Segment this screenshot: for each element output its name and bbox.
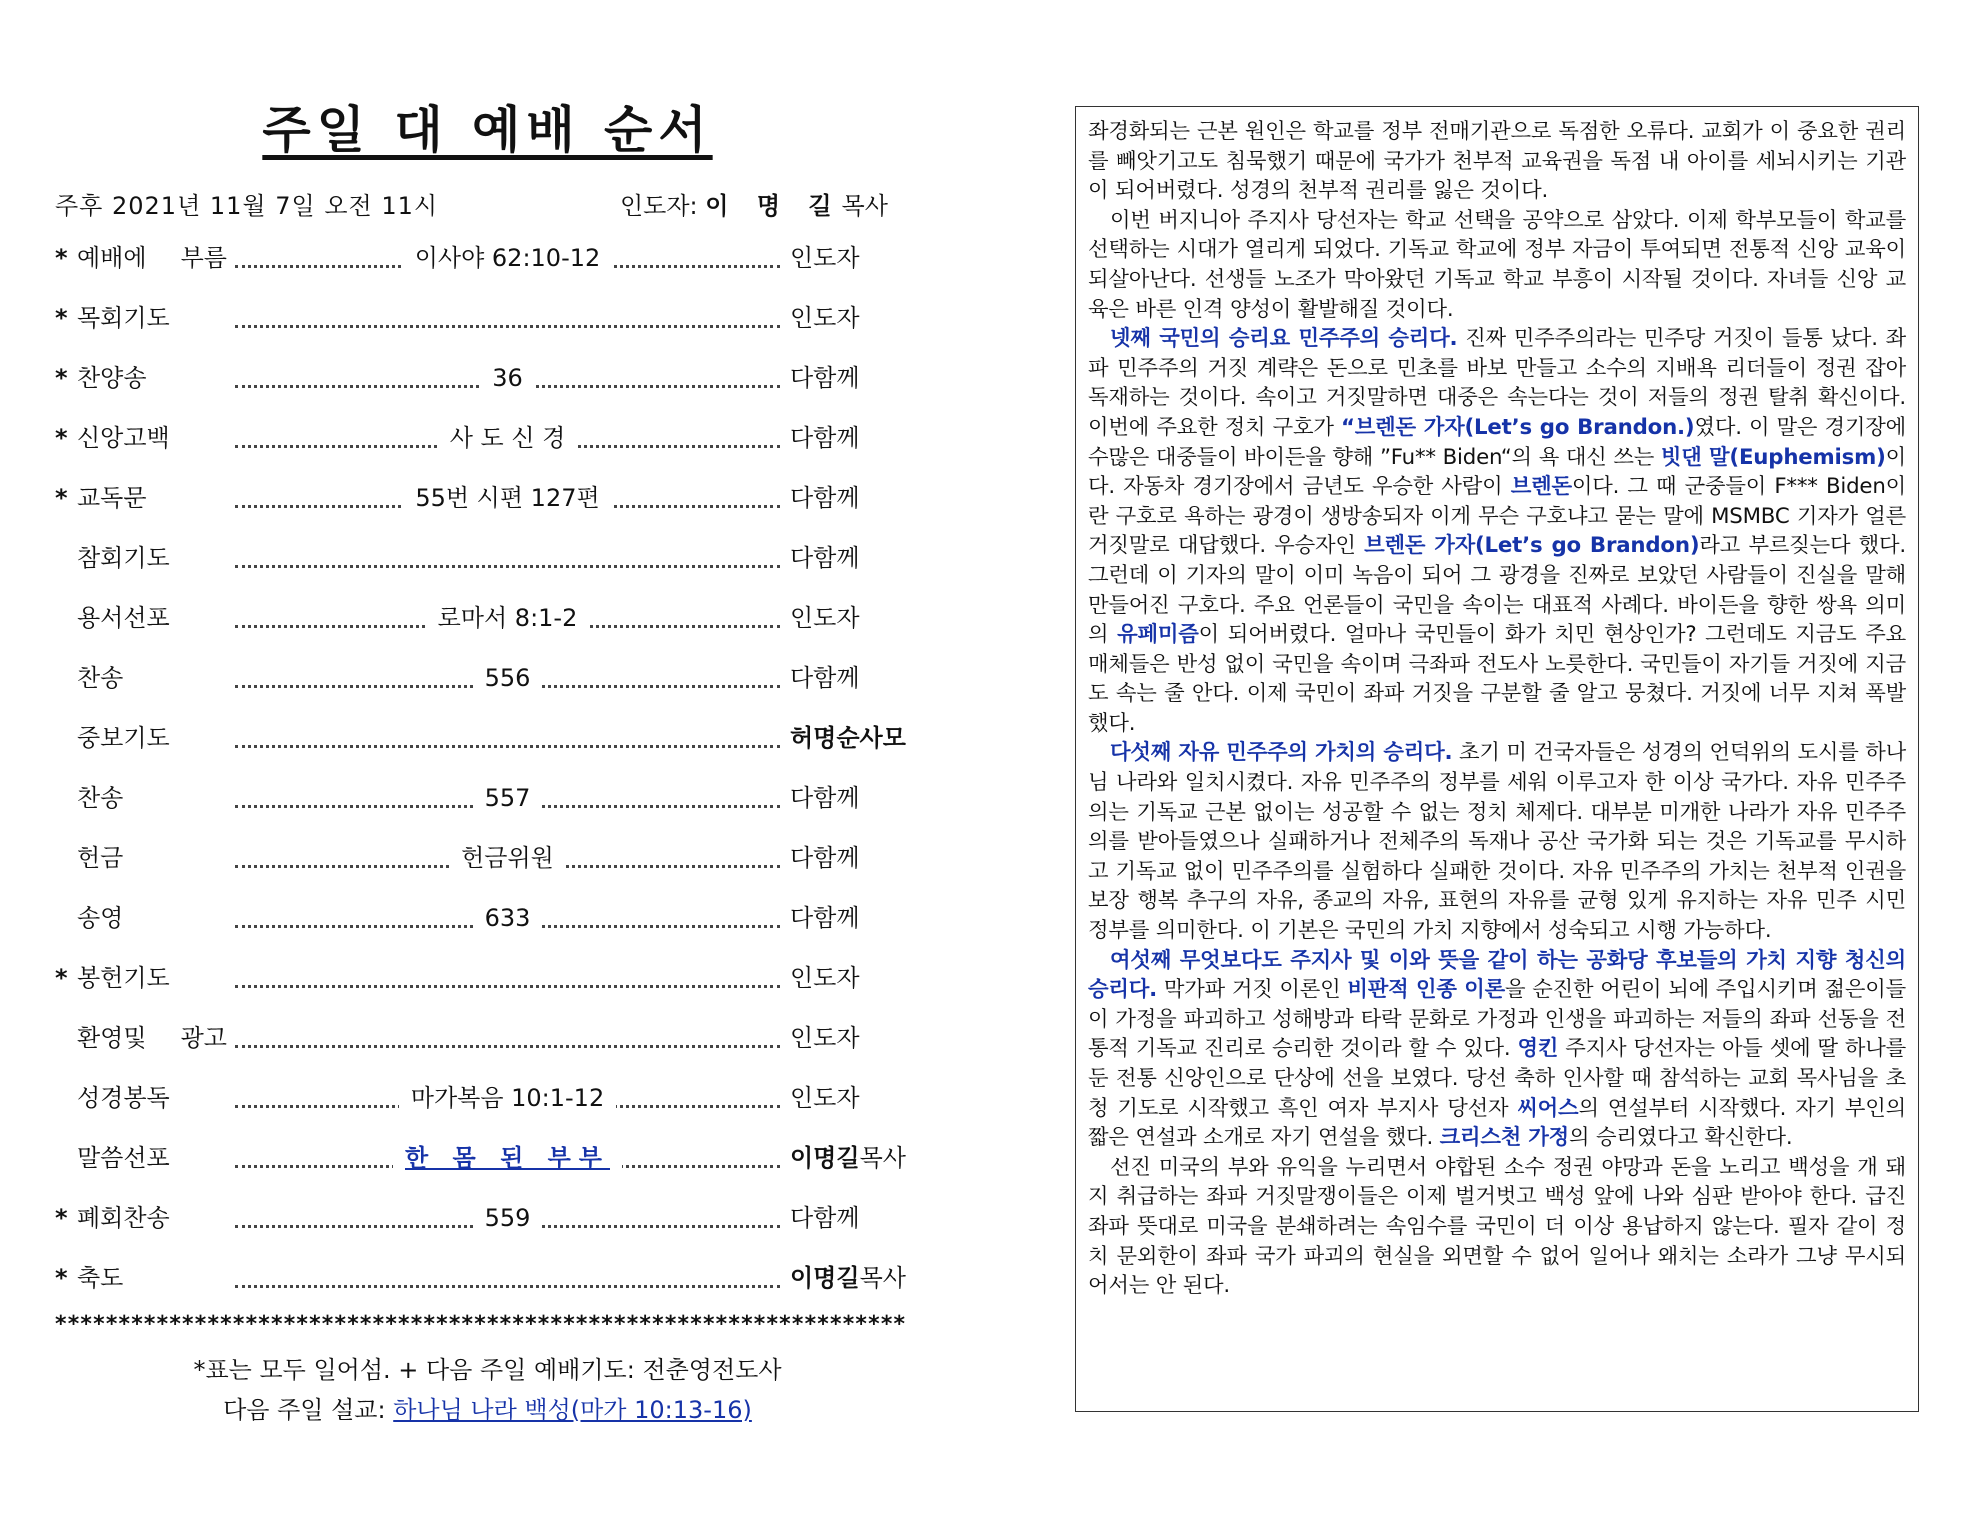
order-item (55, 538, 920, 578)
standing-marker: * (55, 484, 68, 512)
order-item-detail: 로마서 8:1-2 (426, 604, 590, 632)
order-item-person: 다함께 (790, 664, 860, 692)
article-paragraph: 이번 버지니아 주지사 당선자는 학교 선택을 공약으로 삼았다. 이제 학부모들이 학교를 선택하는 시대가 열리게 되었다. 기독교 학교에 정부 자금이 투여되면 전통적 신앙 교육이 되살아난다. 선생들 노조가 막아왔던 기독교 학교 부흥이 시작될 것이다. 자녀들 신앙 교육은 바른 인격 양성이 활발해질 것이다. (1088, 207, 1906, 322)
order-item-label: 헌금 (77, 844, 124, 872)
order-item-person: 인도자 (790, 1024, 860, 1052)
order-item (55, 718, 920, 758)
order-item (55, 238, 920, 278)
standing-marker: * (55, 1204, 68, 1232)
article-paragraph: 선진 미국의 부와 유익을 누리면서 야합된 소수 정권 야망과 돈을 노리고 백성을 개 돼지 취급하는 좌파 거짓말쟁이들은 이제 벌거벗고 백성 앞에 나와 심판 받아야 한다. 급진 좌파 뜻대로 미국을 분쇄하려는 속임수를 국민이 더 이상 용납하지 않는다. 필자 같이 정치 문외한이 좌파 국가 파괴의 현실을 외면할 수 없어 일어나 왜치는 소라가 그냥 무시되어서는 안 된다. (1088, 1154, 1906, 1299)
standing-marker: * (55, 964, 68, 992)
dot-leader (235, 358, 780, 398)
order-item-person: 다함께 (790, 904, 860, 932)
article-paragraph: 여섯째 무엇보다도 주지사 및 이와 뜻을 같이 하는 공화당 후보들의 가치 지향 청신의 승리다. 막가파 거짓 이론인 비판적 인종 이론을 순진한 어린이 뇌에 주입시키며 젊은이들이 가정을 파괴하고 성해방과 타락 문화로 가정과 인생을 파괴하는 저들의 좌파 선동을 전통적 기독교 진리로 승리한 것이라 할 수 있다. 영킨 주지사 당선자는 아들 셋에 딸 하나를 둔 전통 신앙인으로 단상에 선을 보였다. 당선 축하 인사할 때 참석하는 교회 목사님을 초청 기도로 시작했고 흑인 여자 부지사 당선자 씨어스의 연설부터 시작했다. 자기 부인의 짧은 연설과 소개로 자기 연설을 했다. 크리스천 가정의 승리였다고 확신한다. (1088, 947, 1907, 1151)
footer-note: *표는 모두 일어섬. + 다음 주일 예배기도: 전춘영전도사 (193, 1356, 782, 1384)
order-item-detail: 헌금위원 (449, 844, 566, 872)
order-item-label: 송영 (77, 904, 124, 932)
order-item (55, 598, 920, 638)
divider-stars: ******************************************************************* (55, 1312, 907, 1337)
order-item-label: 목회기도 (77, 304, 170, 332)
order-item (55, 358, 920, 398)
order-item-label: 폐회찬송 (77, 1204, 170, 1232)
order-item (55, 418, 920, 458)
dot-leader (235, 1078, 780, 1118)
dot-leader (235, 538, 780, 578)
order-item-label: 찬송 (77, 664, 124, 692)
order-item-label: 찬송 (77, 784, 124, 812)
dot-leader (235, 418, 780, 458)
section-heading: 다섯째 자유 민주주의 가치의 승리다. (1110, 740, 1453, 766)
order-item-person: 이명길목사 (790, 1264, 906, 1292)
next-sermon-line: 다음 주일 설교: 하나님 나라 백성(마가 10:13-16) (223, 1396, 752, 1424)
order-item-detail: 사 도 신 경 (438, 424, 578, 452)
section-heading: 넷째 국민의 승리요 민주주의 승리다. (1110, 326, 1458, 352)
order-item-label: 용서선포 (77, 604, 170, 632)
order-item-detail: 이사야 62:10-12 (403, 244, 613, 272)
order-item (55, 1078, 920, 1118)
order-item-person: 다함께 (790, 1204, 860, 1232)
order-item-detail: 55번 시편 127편 (403, 484, 611, 512)
dot-leader (235, 958, 780, 998)
order-item (55, 478, 920, 518)
service-date: 주후 2021년 11월 7일 오전 11시 (55, 192, 439, 220)
order-item (55, 1198, 920, 1238)
dot-leader (235, 1138, 780, 1178)
leader-name: 이 명 길 (705, 192, 842, 220)
order-item (55, 298, 920, 338)
dot-leader (235, 238, 780, 278)
page-title: 주일 대 예배 순서 (262, 100, 713, 159)
order-item (55, 1258, 920, 1298)
article-box (1075, 106, 1919, 1412)
order-item-person: 인도자 (790, 1084, 860, 1112)
dot-leader (235, 838, 780, 878)
order-item-person: 인도자 (790, 304, 860, 332)
order-item-person: 다함께 (790, 424, 860, 452)
dot-leader (235, 778, 780, 818)
order-item-label: 성경봉독 (77, 1084, 170, 1112)
standing-marker: * (55, 424, 68, 452)
order-item (55, 838, 920, 878)
standing-marker: * (55, 304, 68, 332)
dot-leader (235, 1198, 780, 1238)
order-item-label: 중보기도 (77, 724, 170, 752)
order-item-label: 봉헌기도 (77, 964, 170, 992)
order-item-person: 인도자 (790, 244, 860, 272)
order-item-person: 다함께 (790, 364, 860, 392)
article-paragraph: 다섯째 자유 민주주의 가치의 승리다. 초기 미 건국자들은 성경의 언덕위의 도시를 하나님 나라와 일치시켰다. 자유 민주주의 정부를 세워 이루고자 한 이상 국가다. 자유 민주주의는 기독교 근본 없이는 성공할 수 없는 정치 체제다. 대부분 미개한 나라가 자유 민주주의를 받아들였으나 실패하거나 전체주의 독재나 공산 국가화 되는 것은 기독교를 무시하고 기독교 없이 민주주의를 실험하다 실패한 것이다. 자유 민주주의 가치는 천부적 인권을 보장 행복 추구의 자유, 종교의 자유, 표현의 자유를 균형 있게 유지하는 자유 민주 시민 정부를 의미한다. 이 기본은 국민의 가치 지향에서 성숙되고 시행 가능하다. (1088, 740, 1906, 944)
standing-marker: * (55, 1264, 68, 1292)
order-item (55, 1018, 920, 1058)
order-item-detail: 마가복음 10:1-12 (399, 1084, 616, 1112)
order-item-person: 이명길목사 (790, 1144, 906, 1172)
order-item-detail: 633 (473, 904, 543, 932)
order-item (55, 778, 920, 818)
order-item-person: 다함께 (790, 844, 860, 872)
order-item-label: 신앙고백 (77, 424, 170, 452)
dot-leader (235, 658, 780, 698)
article-paragraph: 좌경화되는 근본 원인은 학교를 정부 전매기관으로 독점한 오류다. 교회가 이 중요한 권리를 빼앗기고도 침묵했기 때문에 국가가 천부적 교육권을 독점 내 아이를 세뇌시키는 기관이 되어버렸다. 성경의 천부적 권리를 잃은 것이다. (1088, 119, 1906, 204)
order-item-person: 다함께 (790, 784, 860, 812)
leader-info: 인도자: 이 명 길목사 (620, 192, 888, 220)
order-item-detail: 한 몸 된 부부 (393, 1144, 622, 1172)
order-item (55, 658, 920, 698)
order-item-label: 참회기도 (77, 544, 170, 572)
dot-leader (235, 718, 780, 758)
order-item-person: 인도자 (790, 604, 860, 632)
order-item (55, 958, 920, 998)
order-item-label: 예배에 부름 (77, 244, 227, 272)
dot-leader (235, 598, 780, 638)
order-item-label: 교독문 (77, 484, 147, 512)
dot-leader (235, 298, 780, 338)
order-item-detail: 556 (473, 664, 543, 692)
order-item-detail: 559 (473, 1204, 543, 1232)
order-item-person: 다함께 (790, 484, 860, 512)
standing-marker: * (55, 364, 68, 392)
order-item-detail: 36 (480, 364, 535, 392)
dot-leader (235, 478, 780, 518)
order-item (55, 898, 920, 938)
order-item (55, 1138, 920, 1178)
order-item-label: 말씀선포 (77, 1144, 170, 1172)
dot-leader (235, 1018, 780, 1058)
order-item-label: 축도 (77, 1264, 124, 1292)
article-paragraph: 넷째 국민의 승리요 민주주의 승리다. 진짜 민주주의라는 민주당 거짓이 들통 났다. 좌파 민주주의 거짓 계략은 돈으로 민초를 바보 만들고 소수의 지배욕 리더들이 정권 잡아 독재하는 것이다. 속이고 거짓말하면 대중은 속는다는 것이 저들의 정권 탈취 확신이다. 이번에 주요한 정치 구호가 “브렌돈 가자(Let’s go Brandon.)였다. 이 말은 경기장에 수많은 대중들이 바이든을 향해 ”Fu** Biden“의 욕 대신 쓰는 빗댄 말(Euphemism)이다. 자동차 경기장에서 금년도 우승한 사람이 브렌돈이다. 그 때 군중들이 F*** Biden이란 구호로 욕하는 광경이 생방송되자 이게 무슨 구호냐고 묻는 말에 MSMBC 기자가 얼른 거짓말로 대답했다. 우승자인 브렌돈 가자(Let’s go Brandon)라고 부르짖는다 했다. 그런데 이 기자의 말이 이미 녹음이 되어 그 광경을 진짜로 보았던 사람들이 진실을 말해 만들어진 구호다. 주요 언론들이 국민을 속이는 대표적 사례다. 바이든을 향한 쌍욕 의미의 유페미즘이 되어버렸다. 얼마나 국민들이 화가 치민 현상인가? 그런데도 지금도 주요 매체들은 반성 없이 국민을 속이며 극좌파 전도사 노릇한다. 국민들이 자기들 거짓에 지금도 속는 줄 안다. 이제 국민이 좌파 거짓을 구분할 줄 알고 뭉쳤다. 거짓에 너무 지쳐 폭발했다. (1088, 326, 1906, 736)
order-item-detail: 557 (473, 784, 543, 812)
order-item-person: 인도자 (790, 964, 860, 992)
next-sermon-link[interactable]: 하나님 나라 백성(마가 10:13-16) (393, 1396, 752, 1424)
order-item-label: 찬양송 (77, 364, 147, 392)
standing-marker: * (55, 244, 68, 272)
dot-leader (235, 1258, 780, 1298)
order-item-person: 허명순사모 (790, 724, 906, 752)
order-item-person: 다함께 (790, 544, 860, 572)
section-heading: 여섯째 무엇보다도 주지사 및 이와 뜻을 같이 하는 공화당 후보들의 가치 지향 청신의 승리다. (1088, 947, 1906, 1003)
dot-leader (235, 898, 780, 938)
order-item-label: 환영및 광고 (77, 1024, 227, 1052)
